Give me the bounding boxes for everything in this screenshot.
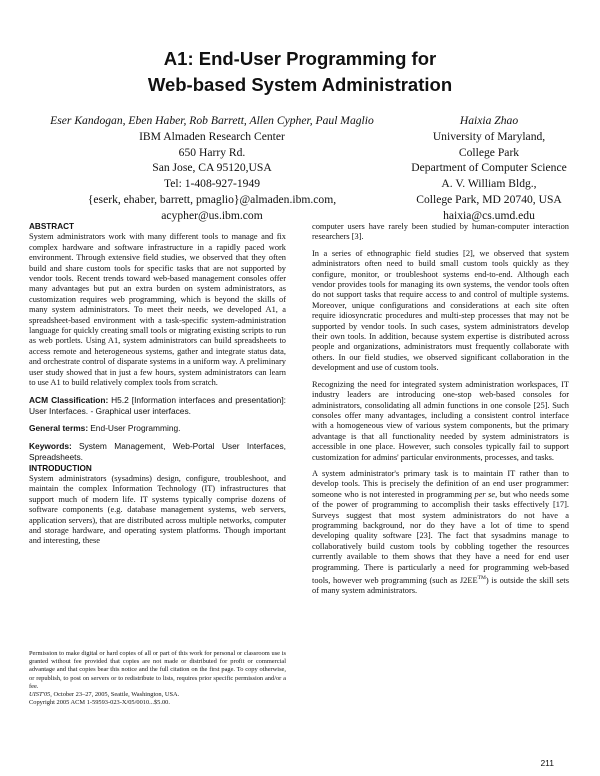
abstract-heading: ABSTRACT bbox=[29, 222, 75, 231]
ibm-street: 650 Harry Rd. bbox=[178, 145, 246, 159]
abstract-text: System administrators work with many different tools to manage and fix complex hardware and software infrastructure in a rapidly paced work environment. Through extensive field studies, we observed that they often build and share custom tools for specific tasks that are not supported by vendor tools. Recent trends toward web-based management consoles offer many advantages but put an extra burden on system administrators, as customization requires web programming, which is beyond the skills of many system administrators. To meet their needs, we developed A1, a spreadsheet-based environment with a task-specific system-administration language for quickly creating small tools or migrating existing scripts to run as web portlets. Using A1, system administrators can build spreadsheets to access remote and heterogeneous systems, gather and integrate status data, and orchestrate control of disparate systems in a uniform way. A preliminary user study showed that in just a few hours, system administrators can learn to use A1 to build relatively complex tools from scratch. bbox=[29, 232, 286, 388]
terms-label: General terms: bbox=[29, 423, 89, 434]
title-line-1: A1: End-User Programming for bbox=[163, 48, 437, 69]
intro-paragraph-1-continued: computer users have rarely been studied by human-computer interaction researchers [3]. bbox=[312, 222, 569, 242]
right-column bbox=[312, 222, 569, 597]
umd-building: A. V. William Bldg., bbox=[441, 177, 537, 191]
intro-paragraph-1: System administrators (sysadmins) design, configure, troubleshoot, and maintain the complex Information Technology (IT) infrastructures that support much of modern life. IT systems typically comprise dozens of software components (e.g. database management systems, web servers, application servers), that are distributed across multiple networks, computer and storage hardware, and operating system platforms. Though important and interesting, these bbox=[29, 473, 286, 546]
intro-paragraph-2: In a series of ethnographic field studies [2], we observed that system administrators often need to build small custom tools quickly as they configure, monitor, or troubleshoot systems end-to-end. Although each vendor provides tools for managing its own systems, the vendor tools often do not support tasks that require access to and control of multiple systems. Moreover, unique configurations and considerations at each site often require idiosyncratic procedures and multi-step processes that may not be supported by vendor tools. In such cases, system administrators develop their own tools. In addition, because system expertise is distributed across people and organizations, administrators must frequently collaborate with others. In our field studies, we observed significant collaboration in the development and use of custom tools. bbox=[312, 248, 569, 373]
p4-part-c: ) is outside the skill sets of many system administrators. bbox=[312, 575, 569, 596]
venue-name: UIST'05 bbox=[29, 691, 51, 699]
keywords-text: System Management, Web-Portal User Interfaces, Spreadsheets. bbox=[29, 440, 287, 463]
p4-part-b: , but who needs some of the power of programming to accomplish their tasks effectively [17]. Surveys suggest that most system administrators do not have a programming background, nor do they have a lot of time to spend developing quality software [23]. The fact that sysadmins manage to collaboratively build custom tools by cobbling together the resources currently available to them shows that they have a need for end user programming. There is particularly a need for programming web-based tools, however web programming (such as J2EE bbox=[312, 489, 570, 585]
author-name-umd: Haixia Zhao bbox=[459, 114, 519, 127]
umd-email: haixia@cs.umd.edu bbox=[443, 208, 535, 222]
permission-text: Permission to make digital or hard copies of all or part of this work for personal or classroom use is granted without fee provided that copies are not made or distributed for profit or commercial advantage and that copies bear this notice and the full citation on the first page. To copy otherwise, or republish, to post on servers or to redistribute to lists, requires prior specific permission and/or a fee. bbox=[29, 650, 286, 690]
p4-italic: per se bbox=[474, 489, 496, 499]
ibm-city: San Jose, CA 95120,USA bbox=[152, 161, 272, 175]
acm-text: H5.2 [Information interfaces and presentation]: User Interfaces. - Graphical user interfaces. bbox=[29, 394, 286, 416]
author-names-ibm: Eser Kandogan, Eben Haber, Rob Barrett, Allen Cypher, Paul Maglio bbox=[50, 114, 374, 127]
venue-details: , October 23–27, 2005, Seattle, Washington, USA. bbox=[50, 691, 180, 699]
intro-paragraph-3: Recognizing the need for integrated system administration workspaces, IT industry leaders are introducing one-stop web-based consoles for administrators, consolidating all admin functions in one console [25]. Such consoles offer many advantages, including a consistent control interface with a homogeneous view of various system components, but the primary advantage is that all functionality needed by system administrators is accessible in one place. However, such consoles typically fail to support customization for admins' particular environments, processes, and tasks. bbox=[312, 379, 569, 462]
acm-classification bbox=[29, 395, 286, 418]
terms-text: End-User Programming. bbox=[90, 423, 181, 434]
general-terms bbox=[29, 423, 286, 434]
umd-affiliation-1: University of Maryland, bbox=[432, 129, 546, 143]
umd-affiliation-2: College Park bbox=[458, 145, 520, 159]
conference-venue bbox=[29, 691, 286, 699]
keywords bbox=[29, 441, 286, 464]
trademark-mark: TM bbox=[477, 575, 486, 581]
permission-notice bbox=[29, 650, 286, 707]
left-column bbox=[29, 222, 286, 547]
umd-dept: Department of Computer Science bbox=[411, 161, 567, 175]
keywords-label: Keywords: bbox=[29, 440, 72, 451]
ibm-email-2: acypher@us.ibm.com bbox=[161, 208, 263, 222]
paper-title bbox=[0, 46, 600, 98]
p4-part-a: A system administrator's primary task is to maintain IT rather than to develop tools. This is precisely the definition of an end user programmer: someone who is not interested in programming bbox=[312, 468, 569, 499]
page-number: 211 bbox=[540, 758, 554, 768]
introduction-heading: INTRODUCTION bbox=[29, 463, 92, 473]
ibm-email-1: {eserk, ehaber, barrett, pmaglio}@almaden.ibm.com, bbox=[87, 192, 337, 206]
author-block-ibm bbox=[26, 113, 398, 224]
title-line-2: Web-based System Administration bbox=[147, 74, 453, 95]
acm-label: ACM Classification: bbox=[29, 394, 109, 405]
author-block-umd bbox=[396, 113, 582, 224]
ibm-tel: Tel: 1-408-927-1949 bbox=[163, 177, 261, 191]
ibm-affiliation: IBM Almaden Research Center bbox=[139, 129, 285, 143]
umd-city: College Park, MD 20740, USA bbox=[416, 192, 562, 206]
copyright-line: Copyright 2005 ACM 1-59593-023-X/05/0010...$5.00. bbox=[29, 699, 170, 707]
intro-paragraph-4 bbox=[312, 469, 569, 597]
